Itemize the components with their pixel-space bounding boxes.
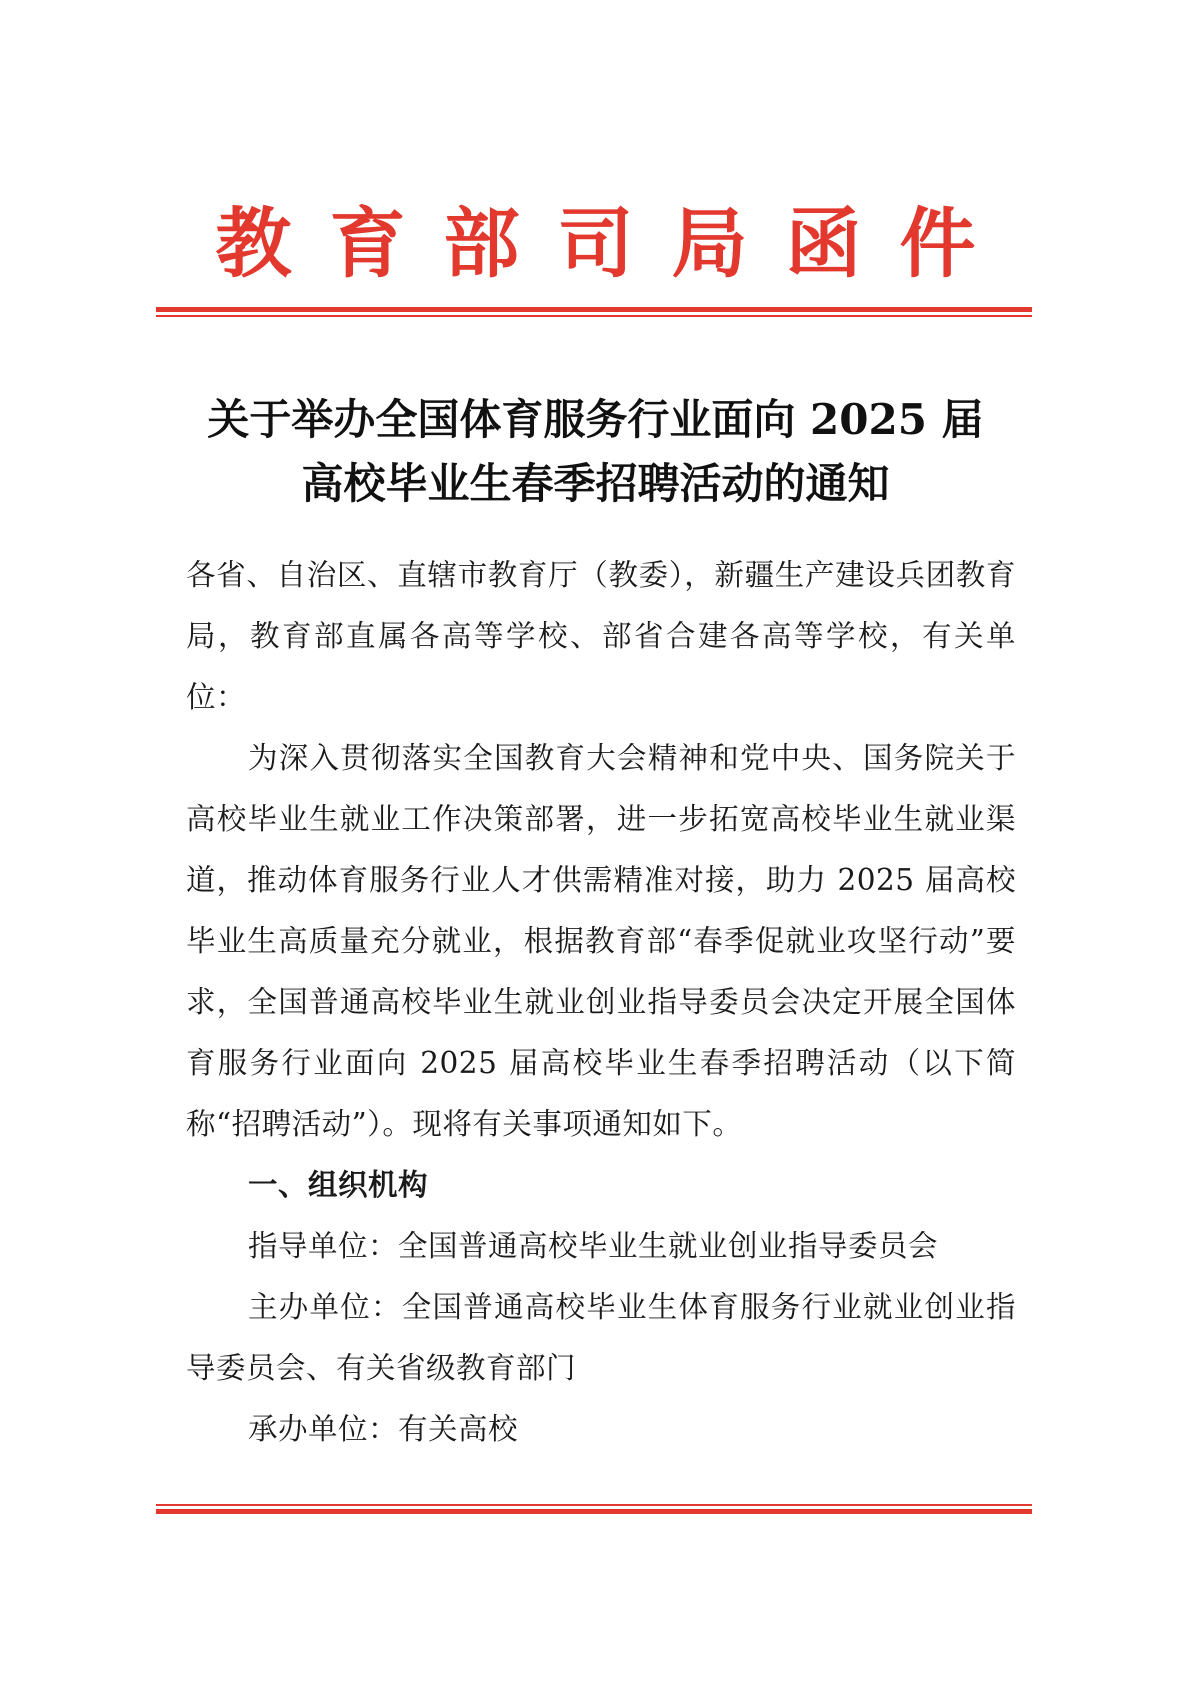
divider-thick-line: [156, 1509, 1032, 1514]
document-title-line-2: 高校毕业生春季招聘活动的通知: [301, 459, 890, 508]
salutation: 各省、自治区、直辖市教育厅（教委），新疆生产建设兵团教育局，教育部直属各高等学校、部省合建各高等学校，有关单位：: [186, 558, 1016, 714]
divider-thick-line: [156, 307, 1032, 312]
guide-unit: 指导单位：全国普通高校毕业生就业创业指导委员会: [248, 1229, 939, 1263]
letterhead-divider-bottom: [156, 1504, 1032, 1514]
host-unit: 主办单位：全国普通高校毕业生体育服务行业就业创业指导委员会、有关省级教育部门: [186, 1290, 1016, 1385]
organizer-unit: 承办单位：有关高校: [248, 1412, 519, 1446]
document-body: [186, 545, 1016, 1460]
section-heading-organization: 一、组织机构: [248, 1168, 429, 1202]
divider-thin-line: [156, 315, 1032, 317]
document-title-line-1: 关于举办全国体育服务行业面向 2025 届: [207, 395, 984, 444]
letterhead-divider-top: [156, 307, 1032, 317]
intro-paragraph: 为深入贯彻落实全国教育大会精神和党中央、国务院关于高校毕业生就业工作决策部署，进一步拓宽高校毕业生就业渠道，推动体育服务行业人才供需精准对接，助力 2025 届高校毕业生高质量充分就业，根据教育部“春季促就业攻坚行动”要求，全国普通高校毕业生就业创业指导委员会决定开展全国体育服务行业面向 2025 届高校毕业生春季招聘活动（以下简称“招聘活动”）。现将有关事项通知如下。: [186, 741, 1016, 1141]
letterhead-title: 教育部司局函件: [215, 199, 1014, 288]
divider-thin-line: [156, 1504, 1032, 1506]
